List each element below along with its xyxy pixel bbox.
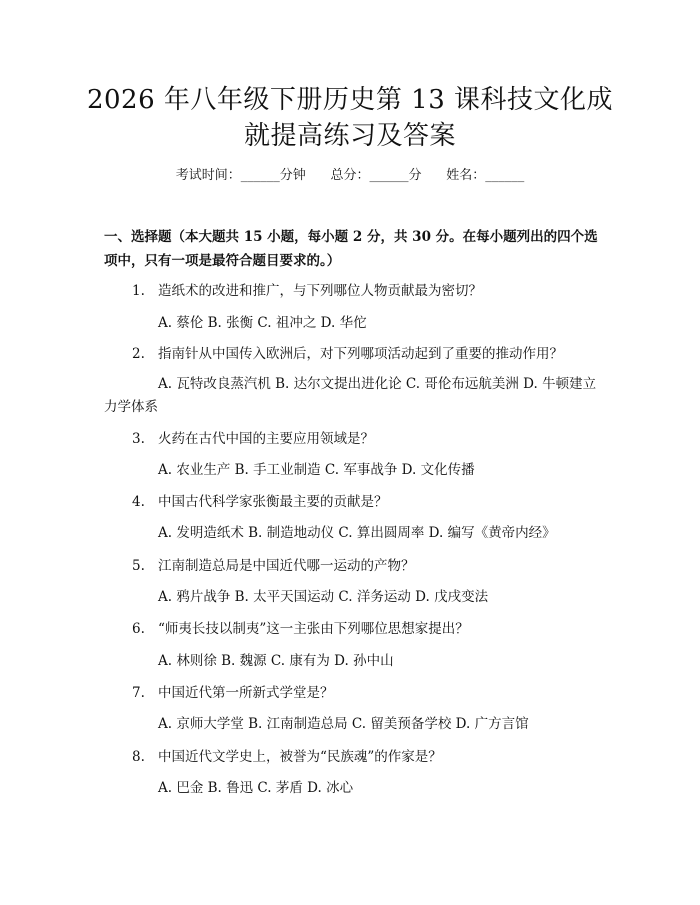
question-number: 2. (132, 346, 145, 362)
question-2 (132, 344, 602, 364)
question-text: 中国近代文学史上，被誉为“民族魂”的作家是？ (158, 749, 442, 765)
question-text: 中国古代科学家张衡最主要的贡献是？ (158, 494, 388, 510)
question-1-options: A. 蔡伦 B. 张衡 C. 祖冲之 D. 华佗 (158, 315, 367, 331)
question-4-options: A. 发明造纸术 B. 制造地动仪 C. 算出圆周率 D. 编写《黄帝内经》 (158, 525, 556, 541)
question-3 (132, 429, 602, 449)
question-number: 1. (132, 283, 145, 299)
question-text: “师夷长技以制夷”这一主张由下列哪位思想家提出？ (158, 621, 469, 637)
document-title-line-2: 就提高练习及答案 (243, 121, 456, 151)
question-2-options: A. 瓦特改良蒸汽机 B. 达尔文提出进化论 C. 哥伦布远航美洲 D. 牛顿建立力学体系 (104, 376, 597, 415)
question-number: 5. (132, 558, 145, 574)
question-text: 火药在古代中国的主要应用领域是？ (158, 431, 374, 447)
question-text: 造纸术的改进和推广，与下列哪位人物贡献最为密切？ (158, 283, 482, 299)
question-1 (132, 281, 602, 301)
question-7 (132, 683, 602, 703)
question-number: 7. (132, 685, 145, 701)
question-text: 指南针从中国传入欧洲后，对下列哪项活动起到了重要的推动作用？ (158, 346, 563, 362)
question-number: 6. (132, 621, 145, 637)
question-4 (132, 492, 602, 512)
question-8 (132, 747, 602, 767)
question-number: 4. (132, 494, 145, 510)
question-text: 中国近代第一所新式学堂是？ (158, 685, 334, 701)
question-number: 3. (132, 431, 145, 447)
question-8-options: A. 巴金 B. 鲁迅 C. 茅盾 D. 冰心 (158, 780, 354, 796)
question-3-options: A. 农业生产 B. 手工业制造 C. 军事战争 D. 文化传播 (158, 462, 475, 478)
section-heading: 一、选择题（本大题共 15 小题，每小题 2 分，共 30 分。在每小题列出的四个选项中，只有一项是最符合题目要求的。） (104, 229, 598, 269)
document-title-line-1: 2026 年八年级下册历史第 13 课科技文化成 (86, 85, 614, 115)
exam-info-line: 考试时间：______分钟 总分：______分 姓名：______ (175, 168, 525, 183)
question-number: 8. (132, 749, 145, 765)
question-6-options: A. 林则徐 B. 魏源 C. 康有为 D. 孙中山 (158, 653, 394, 669)
question-5 (132, 556, 602, 576)
question-7-options: A. 京师大学堂 B. 江南制造总局 C. 留美预备学校 D. 广方言馆 (158, 716, 529, 732)
question-6 (132, 619, 602, 639)
question-text: 江南制造总局是中国近代哪一运动的产物？ (158, 558, 415, 574)
question-5-options: A. 鸦片战争 B. 太平天国运动 C. 洋务运动 D. 戊戌变法 (158, 589, 489, 605)
